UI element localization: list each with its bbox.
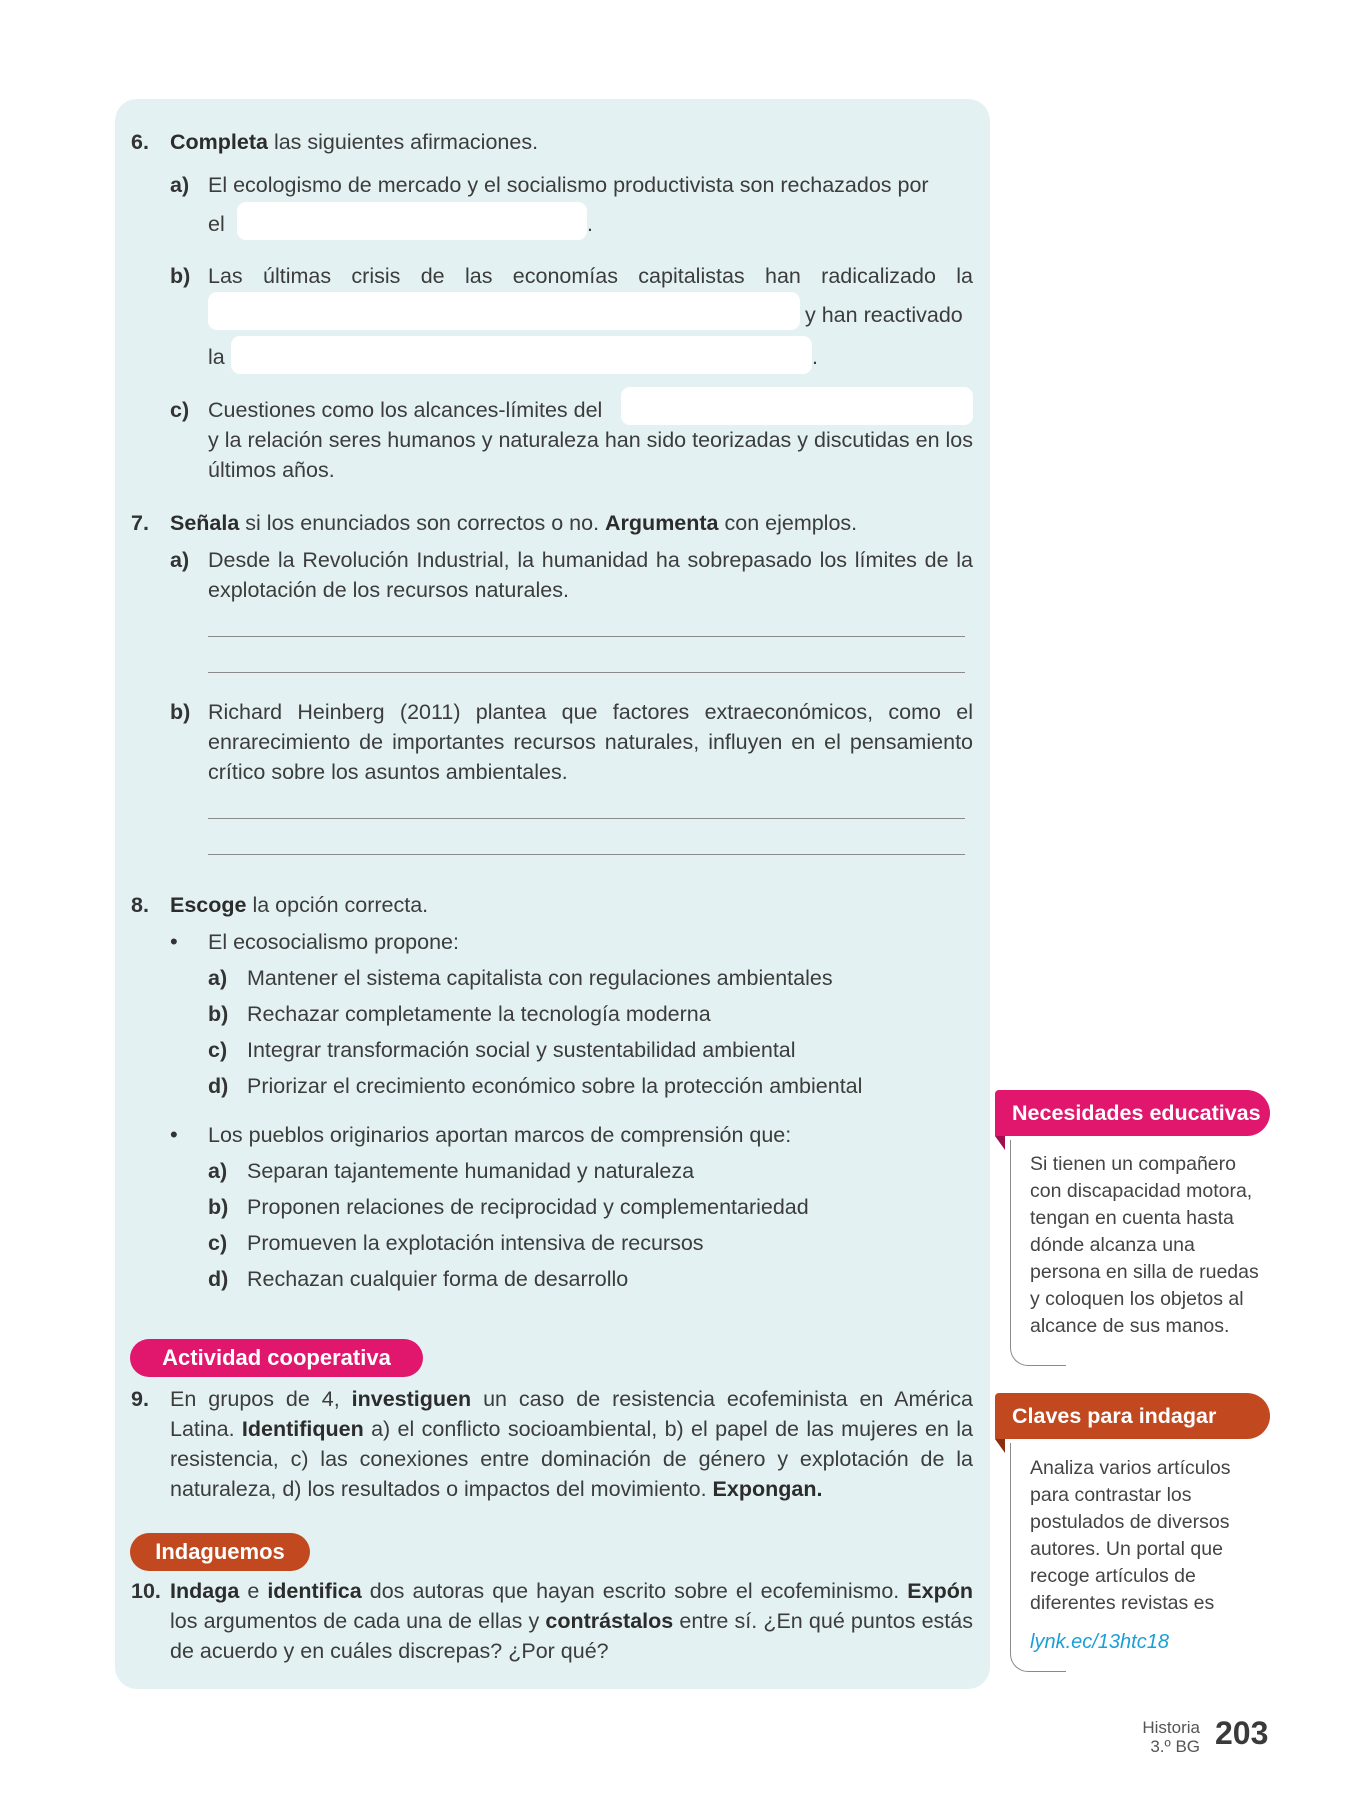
q6-b-line2-end: y han reactivado [805, 303, 963, 327]
cooperative-activity-badge: Actividad cooperativa [130, 1339, 423, 1377]
q8-g2-a-option[interactable]: Separan tajantemente humanidad y naturaleza [247, 1159, 695, 1183]
q7-prompt [170, 508, 970, 538]
q6-verb: Completa [170, 130, 268, 154]
q6-a-label: a) [170, 173, 190, 197]
q6-c-line1: Cuestiones como los alcances-límites del [208, 398, 603, 422]
q10-t3: los argumentos de cada una de ellas y [170, 1609, 546, 1633]
q8-prompt [170, 890, 428, 920]
q7-a-answer-line-1[interactable] [208, 636, 965, 637]
q7-a-answer-line-2[interactable] [208, 672, 965, 673]
necesidades-educativas-header: Necesidades educativas [995, 1090, 1270, 1136]
q7-verb-argumenta: Argumenta [605, 511, 719, 535]
q10-verb-contrastalos: contrástalos [545, 1609, 674, 1633]
q7-number: 7. [131, 511, 149, 535]
q8-g2-b-label[interactable]: b) [208, 1195, 229, 1219]
necesidades-fold-icon [995, 1136, 1005, 1150]
q9-t3: a) el conflicto socioambiental, b) el papel de las mujeres en la resistencia, c) las conexiones entre dominación de género y explotación de la naturaleza, d) los resultados o impactos del movimiento. [170, 1417, 973, 1501]
q8-g2-d-label[interactable]: d) [208, 1267, 229, 1291]
q6-number: 6. [131, 130, 149, 154]
q9-verb-investiguen: investiguen [351, 1387, 472, 1411]
claves-fold-icon [995, 1439, 1005, 1453]
q8-group1-prompt: El ecosocialismo propone: [208, 930, 459, 954]
q8-g1-b-option[interactable]: Rechazar completamente la tecnología moderna [247, 1002, 711, 1026]
q8-g1-a-label[interactable]: a) [208, 966, 228, 990]
q8-g1-c-option[interactable]: Integrar transformación social y sustentabilidad ambiental [247, 1038, 796, 1062]
q7-mid: si los enunciados son correctos o no. [239, 511, 606, 535]
q10-text [170, 1576, 973, 1666]
q9-t1: En grupos de 4, [170, 1387, 352, 1411]
q9-number: 9. [131, 1387, 149, 1411]
q8-g1-d-label[interactable]: d) [208, 1074, 229, 1098]
claves-link[interactable]: lynk.ec/13htc18 [1030, 1631, 1169, 1653]
q8-g1-c-label[interactable]: c) [208, 1038, 228, 1062]
q8-g2-c-label[interactable]: c) [208, 1231, 228, 1255]
q8-number: 8. [131, 893, 149, 917]
footer-subject: Historia [1142, 1718, 1200, 1737]
q6-c-label: c) [170, 398, 190, 422]
q6-a-el: el [208, 212, 225, 236]
q8-g2-b-option[interactable]: Proponen relaciones de reciprocidad y complementariedad [247, 1195, 809, 1219]
q7-a-label: a) [170, 548, 190, 572]
q6-c-blank[interactable] [621, 387, 973, 425]
q6-b-line1: Las últimas crisis de las economías capitalistas han radicalizado la [208, 264, 973, 288]
q10-t2: dos autoras que hayan escrito sobre el ecofeminismo. [361, 1579, 908, 1603]
q7-b-answer-line-1[interactable] [208, 818, 965, 819]
q6-a-line1: El ecologismo de mercado y el socialismo productivista son rechazados por [208, 173, 929, 197]
q8-rest: la opción correcta. [246, 893, 429, 917]
q10-verb-indaga: Indaga [170, 1579, 240, 1603]
q8-bullet-1: • [170, 929, 178, 954]
q6-a-period: . [587, 212, 593, 236]
q8-verb: Escoge [170, 893, 247, 917]
q7-b-label: b) [170, 700, 191, 724]
q8-g1-a-option[interactable]: Mantener el sistema capitalista con regulaciones ambientales [247, 966, 833, 990]
q10-verb-expon: Expón [907, 1579, 973, 1603]
q9-verb-identifiquen: Identifiquen [241, 1417, 364, 1441]
q7-rest: con ejemplos. [718, 511, 858, 535]
q9-text [170, 1384, 973, 1504]
footer-grade: 3.º BG [1150, 1737, 1200, 1756]
indaguemos-badge: Indaguemos [130, 1533, 310, 1571]
q8-g1-b-label[interactable]: b) [208, 1002, 229, 1026]
q6-c-rest: y la relación seres humanos y naturaleza han sido teorizadas y discutidas en los últimos años. [208, 428, 973, 482]
claves-para-indagar-header: Claves para indagar [995, 1393, 1270, 1439]
q8-bullet-2: • [170, 1122, 178, 1147]
q7-verb-senala: Señala [170, 511, 240, 535]
q8-group2-prompt: Los pueblos originarios aportan marcos de comprensión que: [208, 1123, 792, 1147]
q10-t1: e [239, 1579, 268, 1603]
q8-g2-d-option[interactable]: Rechazan cualquier forma de desarrollo [247, 1267, 629, 1291]
q9-verb-expongan: Expongan. [712, 1477, 823, 1501]
q7-b-text: Richard Heinberg (2011) plantea que factores extraeconómicos, como el enrarecimiento de importantes recursos naturales, influyen en el pensamiento crítico sobre los asuntos ambientales. [208, 700, 973, 784]
q8-g2-c-option[interactable]: Promueven la explotación intensiva de recursos [247, 1231, 704, 1255]
q6-b-blank1[interactable] [208, 292, 800, 330]
q10-number: 10. [131, 1579, 161, 1603]
necesidades-educativas-text: Si tienen un compañero con discapacidad motora, tengan en cuenta hasta dónde alcanza una persona en silla de ruedas y coloquen los objetos al alcance de sus manos. [1030, 1153, 1259, 1337]
q8-g1-d-option[interactable]: Priorizar el crecimiento económico sobre la protección ambiental [247, 1074, 863, 1098]
q10-verb-identifica: identifica [267, 1579, 362, 1603]
q9-t2: un caso de resistencia ecofeminista en América Latina. [170, 1387, 973, 1441]
q6-b-label: b) [170, 264, 191, 288]
q6-a-blank[interactable] [237, 202, 587, 240]
q7-b-answer-line-2[interactable] [208, 854, 965, 855]
page-number: 203 [1215, 1715, 1269, 1751]
q7-a-text: Desde la Revolución Industrial, la humanidad ha sobrepasado los límites de la explotación de los recursos naturales. [208, 548, 973, 602]
claves-para-indagar-text: Analiza varios artículos para contrastar los postulados de diversos autores. Un portal que recoge artículos de diferentes revistas es [1030, 1457, 1231, 1614]
q6-rest: las siguientes afirmaciones. [267, 130, 539, 154]
q8-g2-a-label[interactable]: a) [208, 1159, 228, 1183]
q6-b-la: la [208, 345, 225, 369]
q6-b-period: . [812, 345, 818, 369]
q10-t4: entre sí. ¿En qué puntos estás de acuerdo y en cuáles discrepas? ¿Por qué? [170, 1609, 973, 1663]
q6-b-blank2[interactable] [231, 336, 812, 374]
q6-prompt [170, 127, 970, 157]
